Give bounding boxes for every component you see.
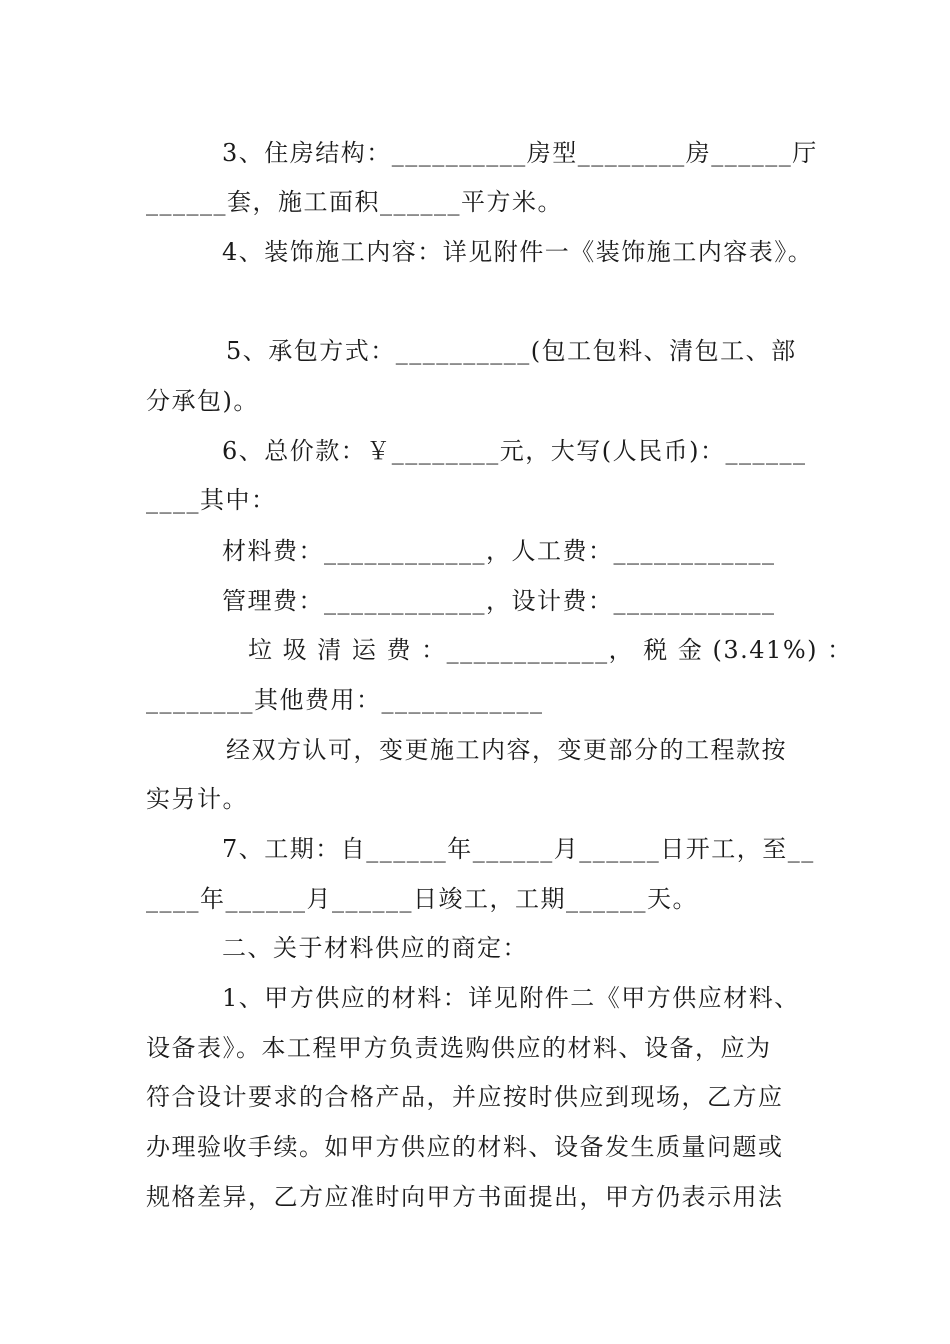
section-heading-material-supply: 二、关于材料供应的商定： xyxy=(222,934,528,962)
text-line-construction-area: ______套，施工面积______平方米。 xyxy=(146,188,563,216)
text-line-other-fees: ________其他费用：____________ xyxy=(146,686,544,714)
text-line-garbage-tax: 垃 圾 清 运 费 ：____________， 税 金 (3.41%) ： xyxy=(248,636,853,664)
text-line-management-design-fee: 管理费：____________，设计费：____________ xyxy=(222,587,776,615)
text-line-total-price: 6、总价款：￥________元，大写(人民币)：______ xyxy=(222,437,807,465)
text-line-total-price-cont: ____其中： xyxy=(146,486,277,514)
text-line-decoration-content: 4、装饰施工内容：详见附件一《装饰施工内容表》。 xyxy=(222,238,814,266)
text-line-contract-method-cont: 分承包)。 xyxy=(146,387,259,415)
text-line-schedule: 7、工期：自______年______月______日开工，至__ xyxy=(222,835,815,863)
text-line-party-a-materials-5: 规格差异，乙方应准时向甲方书面提出，甲方仍表示用法 xyxy=(146,1183,784,1211)
text-line-schedule-cont: ____年______月______日竣工，工期______天。 xyxy=(146,885,698,913)
text-line-party-a-materials-4: 办理验收手续。如甲方供应的材料、设备发生质量问题或 xyxy=(146,1133,784,1161)
text-line-change-agreement-cont: 实另计。 xyxy=(146,785,248,813)
text-line-party-a-materials-2: 设备表》。本工程甲方负责选购供应的材料、设备，应为 xyxy=(146,1034,772,1062)
text-line-material-labor-fee: 材料费：____________，人工费：____________ xyxy=(222,537,776,565)
text-line-change-agreement: 经双方认可，变更施工内容，变更部分的工程款按 xyxy=(226,736,787,764)
text-line-party-a-materials: 1、甲方供应的材料：详见附件二《甲方供应材料、 xyxy=(222,984,800,1012)
text-line-housing-structure: 3、住房结构：__________房型________房______厅 xyxy=(222,139,818,167)
text-line-party-a-materials-3: 符合设计要求的合格产品，并应按时供应到现场，乙方应 xyxy=(146,1083,784,1111)
text-line-contract-method: 5、承包方式：__________(包工包料、清包工、部 xyxy=(226,337,797,365)
